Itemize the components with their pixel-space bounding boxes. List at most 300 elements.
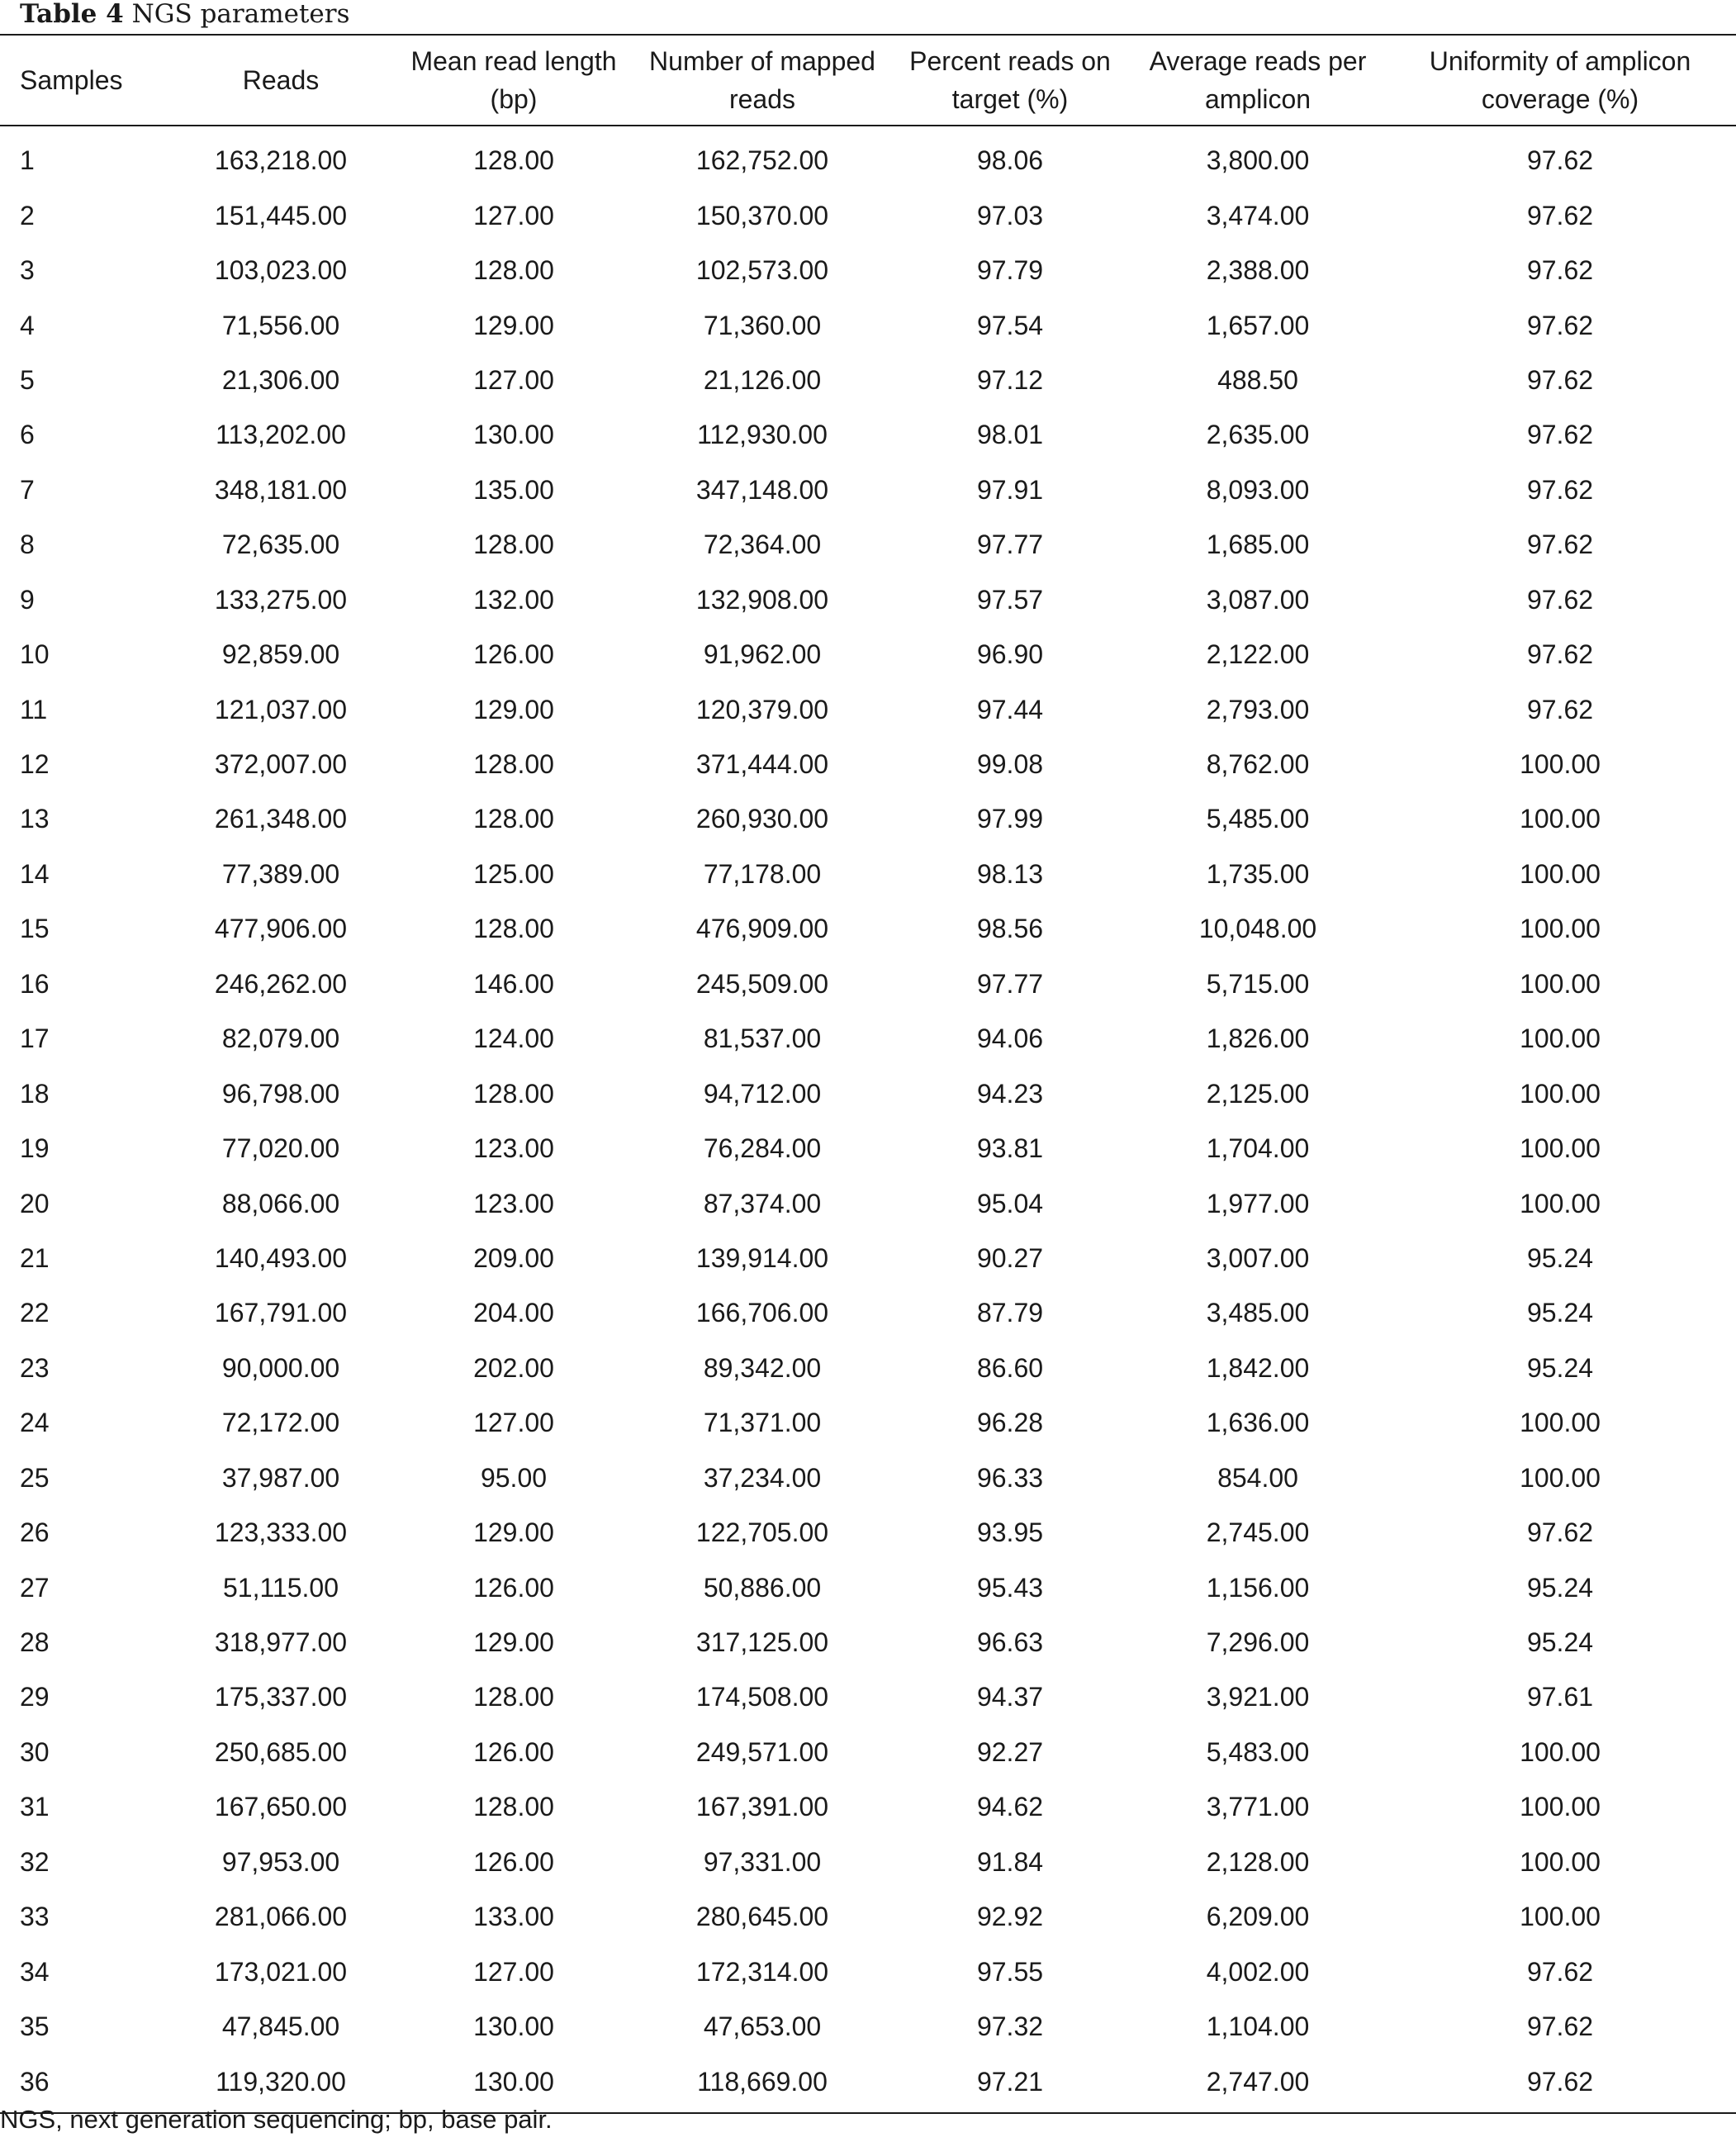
- mean-read-length-cell: 127.00: [473, 200, 554, 230]
- column-header-mapped-reads: Number of mapped reads: [649, 46, 875, 114]
- average-reads-cell: 5,483.00: [1206, 1736, 1310, 1767]
- table-label: Table 4: [20, 0, 124, 29]
- table-row: [0, 901, 1736, 956]
- mean-read-length-cell: 128.00: [473, 804, 554, 834]
- percent-on-target-cell: 86.60: [976, 1352, 1044, 1383]
- sample-cell: 7: [20, 474, 35, 505]
- table-body: [0, 126, 1736, 2113]
- reads-cell: 281,066.00: [214, 1902, 348, 1932]
- uniformity-cell: 97.62: [1526, 145, 1594, 176]
- table-row: [0, 1669, 1736, 1724]
- mean-read-length-cell: 135.00: [473, 474, 554, 505]
- reads-cell: 88,066.00: [221, 1188, 340, 1218]
- reads-cell: 477,906.00: [214, 914, 348, 944]
- table-row: [0, 1011, 1736, 1066]
- mapped-reads-cell: 97,331.00: [703, 1846, 822, 1877]
- percent-on-target-cell: 97.77: [976, 530, 1044, 560]
- reads-cell: 123,333.00: [214, 1517, 348, 1548]
- average-reads-cell: 5,485.00: [1206, 804, 1310, 834]
- mapped-reads-cell: 71,360.00: [703, 310, 822, 340]
- mean-read-length-cell: 204.00: [473, 1298, 554, 1328]
- mean-read-length-cell: 126.00: [473, 1572, 554, 1603]
- mean-read-length-cell: 128.00: [473, 1078, 554, 1109]
- mapped-reads-cell: 21,126.00: [703, 364, 822, 395]
- sample-cell: 33: [20, 1902, 50, 1932]
- reads-cell: 121,037.00: [214, 694, 348, 724]
- column-header-percent-on-target: Percent reads on target (%): [909, 46, 1111, 114]
- sample-cell: 3: [20, 255, 35, 286]
- table-title: NGS parameters: [131, 0, 350, 29]
- uniformity-cell: 97.62: [1526, 1956, 1594, 1987]
- uniformity-cell: 97.62: [1526, 420, 1594, 450]
- percent-on-target-cell: 99.08: [976, 749, 1044, 780]
- percent-on-target-cell: 93.95: [976, 1517, 1044, 1548]
- column-header-reads: Reads: [242, 65, 320, 95]
- average-reads-cell: 2,635.00: [1206, 420, 1310, 450]
- reads-cell: 47,845.00: [221, 2011, 340, 2042]
- reads-cell: 167,791.00: [214, 1298, 348, 1328]
- sample-cell: 4: [20, 310, 35, 340]
- mean-read-length-cell: 128.00: [473, 1682, 554, 1712]
- mapped-reads-cell: 87,374.00: [703, 1188, 822, 1218]
- sample-cell: 25: [20, 1462, 50, 1493]
- percent-on-target-cell: 97.44: [976, 694, 1044, 724]
- uniformity-cell: 100.00: [1520, 1188, 1601, 1218]
- percent-on-target-cell: 94.37: [976, 1682, 1044, 1712]
- mean-read-length-cell: 125.00: [473, 858, 554, 889]
- table-row: [0, 1395, 1736, 1450]
- average-reads-cell: 854.00: [1217, 1462, 1298, 1493]
- mean-read-length-cell: 129.00: [473, 1627, 554, 1658]
- reads-cell: 151,445.00: [214, 200, 348, 230]
- average-reads-cell: 1,685.00: [1206, 530, 1310, 560]
- percent-on-target-cell: 97.77: [976, 968, 1044, 999]
- mapped-reads-cell: 249,571.00: [695, 1736, 829, 1767]
- reads-cell: 261,348.00: [214, 804, 348, 834]
- percent-on-target-cell: 93.81: [976, 1133, 1044, 1164]
- sample-cell: 32: [20, 1846, 50, 1877]
- table-header-row: [0, 35, 1736, 126]
- average-reads-cell: 4,002.00: [1206, 1956, 1310, 1987]
- reads-cell: 348,181.00: [214, 474, 348, 505]
- mean-read-length-cell: 130.00: [473, 2011, 554, 2042]
- uniformity-cell: 95.24: [1526, 1627, 1594, 1658]
- column-header-average-reads: Average reads per amplicon: [1149, 46, 1367, 114]
- uniformity-cell: 100.00: [1520, 804, 1601, 834]
- average-reads-cell: 2,388.00: [1206, 255, 1310, 286]
- percent-on-target-cell: 95.43: [976, 1572, 1044, 1603]
- mapped-reads-cell: 102,573.00: [695, 255, 829, 286]
- sample-cell: 31: [20, 1792, 50, 1822]
- table-row: [0, 1231, 1736, 1285]
- uniformity-cell: 100.00: [1520, 1792, 1601, 1822]
- sample-cell: 20: [20, 1188, 50, 1218]
- reads-cell: 72,172.00: [221, 1408, 340, 1438]
- average-reads-cell: 3,007.00: [1206, 1242, 1310, 1273]
- average-reads-cell: 3,474.00: [1206, 200, 1310, 230]
- reads-cell: 37,987.00: [221, 1462, 340, 1493]
- table-row: [0, 1285, 1736, 1340]
- sample-cell: 19: [20, 1133, 50, 1164]
- sample-cell: 12: [20, 749, 50, 780]
- sample-cell: 5: [20, 364, 35, 395]
- mean-read-length-cell: 128.00: [473, 145, 554, 176]
- percent-on-target-cell: 92.27: [976, 1736, 1044, 1767]
- percent-on-target-cell: 95.04: [976, 1188, 1044, 1218]
- reads-cell: 77,389.00: [221, 858, 340, 889]
- mean-read-length-cell: 128.00: [473, 1792, 554, 1822]
- table-row: [0, 1066, 1736, 1120]
- sample-cell: 2: [20, 200, 35, 230]
- mapped-reads-cell: 245,509.00: [695, 968, 829, 999]
- table-row: [0, 243, 1736, 297]
- reads-cell: 90,000.00: [221, 1352, 340, 1383]
- mapped-reads-cell: 50,886.00: [703, 1572, 822, 1603]
- table-row: [0, 682, 1736, 736]
- reads-cell: 318,977.00: [214, 1627, 348, 1658]
- percent-on-target-cell: 98.01: [976, 420, 1044, 450]
- average-reads-cell: 3,921.00: [1206, 1682, 1310, 1712]
- reads-cell: 77,020.00: [221, 1133, 340, 1164]
- average-reads-cell: 3,800.00: [1206, 145, 1310, 176]
- sample-cell: 29: [20, 1682, 50, 1712]
- table-row: [0, 517, 1736, 572]
- table-row: [0, 737, 1736, 791]
- reads-cell: 82,079.00: [221, 1024, 340, 1054]
- table-row: [0, 572, 1736, 627]
- uniformity-cell: 100.00: [1520, 1408, 1601, 1438]
- mapped-reads-cell: 47,653.00: [703, 2011, 822, 2042]
- mean-read-length-cell: 127.00: [473, 364, 554, 395]
- average-reads-cell: 1,636.00: [1206, 1408, 1310, 1438]
- uniformity-cell: 97.62: [1526, 310, 1594, 340]
- table-row: [0, 1560, 1736, 1614]
- mapped-reads-cell: 132,908.00: [695, 584, 829, 615]
- reads-cell: 372,007.00: [214, 749, 348, 780]
- percent-on-target-cell: 94.23: [976, 1078, 1044, 1109]
- uniformity-cell: 95.24: [1526, 1572, 1594, 1603]
- uniformity-cell: 97.62: [1526, 694, 1594, 724]
- mapped-reads-cell: 174,508.00: [695, 1682, 829, 1712]
- mapped-reads-cell: 371,444.00: [695, 749, 829, 780]
- sample-cell: 13: [20, 804, 50, 834]
- mean-read-length-cell: 129.00: [473, 310, 554, 340]
- reads-cell: 92,859.00: [221, 639, 340, 670]
- uniformity-cell: 100.00: [1520, 1462, 1601, 1493]
- uniformity-cell: 100.00: [1520, 1024, 1601, 1054]
- average-reads-cell: 1,704.00: [1206, 1133, 1310, 1164]
- table-row: [0, 1615, 1736, 1669]
- sample-cell: 10: [20, 639, 50, 670]
- average-reads-cell: 2,128.00: [1206, 1846, 1310, 1877]
- average-reads-cell: 6,209.00: [1206, 1902, 1310, 1932]
- mapped-reads-cell: 122,705.00: [695, 1517, 829, 1548]
- percent-on-target-cell: 92.92: [976, 1902, 1044, 1932]
- table-row: [0, 126, 1736, 188]
- mapped-reads-cell: 166,706.00: [695, 1298, 829, 1328]
- table-row: [0, 1451, 1736, 1505]
- uniformity-cell: 97.62: [1526, 530, 1594, 560]
- average-reads-cell: 2,122.00: [1206, 639, 1310, 670]
- percent-on-target-cell: 94.62: [976, 1792, 1044, 1822]
- average-reads-cell: 3,485.00: [1206, 1298, 1310, 1328]
- table-row: [0, 1889, 1736, 1944]
- percent-on-target-cell: 97.55: [976, 1956, 1044, 1987]
- uniformity-cell: 97.62: [1526, 2011, 1594, 2042]
- average-reads-cell: 3,771.00: [1206, 1792, 1310, 1822]
- table-row: [0, 957, 1736, 1011]
- mean-read-length-cell: 130.00: [473, 420, 554, 450]
- percent-on-target-cell: 98.13: [976, 858, 1044, 889]
- mapped-reads-cell: 167,391.00: [695, 1792, 829, 1822]
- uniformity-cell: 95.24: [1526, 1352, 1594, 1383]
- uniformity-cell: 100.00: [1520, 914, 1601, 944]
- mean-read-length-cell: 128.00: [473, 255, 554, 286]
- percent-on-target-cell: 97.32: [976, 2011, 1044, 2042]
- sample-cell: 23: [20, 1352, 50, 1383]
- percent-on-target-cell: 97.99: [976, 804, 1044, 834]
- sample-cell: 17: [20, 1024, 50, 1054]
- average-reads-cell: 1,977.00: [1206, 1188, 1310, 1218]
- mean-read-length-cell: 128.00: [473, 914, 554, 944]
- mapped-reads-cell: 91,962.00: [703, 639, 822, 670]
- mapped-reads-cell: 150,370.00: [695, 200, 829, 230]
- uniformity-cell: 95.24: [1526, 1298, 1594, 1328]
- average-reads-cell: 8,093.00: [1206, 474, 1310, 505]
- uniformity-cell: 97.62: [1526, 255, 1594, 286]
- sample-cell: 27: [20, 1572, 50, 1603]
- uniformity-cell: 97.62: [1526, 474, 1594, 505]
- mean-read-length-cell: 127.00: [473, 1956, 554, 1987]
- reads-cell: 133,275.00: [214, 584, 348, 615]
- table-row: [0, 188, 1736, 242]
- average-reads-cell: 488.50: [1217, 364, 1298, 395]
- table-row: [0, 847, 1736, 901]
- mapped-reads-cell: 37,234.00: [703, 1462, 822, 1493]
- average-reads-cell: 2,793.00: [1206, 694, 1310, 724]
- sample-cell: 16: [20, 968, 50, 999]
- average-reads-cell: 2,747.00: [1206, 2066, 1310, 2097]
- mapped-reads-cell: 476,909.00: [695, 914, 829, 944]
- table-row: [0, 1835, 1736, 1889]
- percent-on-target-cell: 94.06: [976, 1024, 1044, 1054]
- uniformity-cell: 95.24: [1526, 1242, 1594, 1273]
- mean-read-length-cell: 128.00: [473, 749, 554, 780]
- mapped-reads-cell: 172,314.00: [695, 1956, 829, 1987]
- mean-read-length-cell: 128.00: [473, 530, 554, 560]
- sample-cell: 34: [20, 1956, 50, 1987]
- uniformity-cell: 100.00: [1520, 858, 1601, 889]
- mean-read-length-cell: 209.00: [473, 1242, 554, 1273]
- percent-on-target-cell: 97.54: [976, 310, 1044, 340]
- reads-cell: 163,218.00: [214, 145, 348, 176]
- table-row: [0, 463, 1736, 517]
- sample-cell: 18: [20, 1078, 50, 1109]
- percent-on-target-cell: 96.63: [976, 1627, 1044, 1658]
- average-reads-cell: 1,156.00: [1206, 1572, 1310, 1603]
- percent-on-target-cell: 91.84: [976, 1846, 1044, 1877]
- percent-on-target-cell: 96.33: [976, 1462, 1044, 1493]
- percent-on-target-cell: 97.91: [976, 474, 1044, 505]
- average-reads-cell: 1,842.00: [1206, 1352, 1310, 1383]
- mapped-reads-cell: 260,930.00: [695, 804, 829, 834]
- uniformity-cell: 97.62: [1526, 1517, 1594, 1548]
- mapped-reads-cell: 81,537.00: [703, 1024, 822, 1054]
- mean-read-length-cell: 123.00: [473, 1188, 554, 1218]
- reads-cell: 96,798.00: [221, 1078, 340, 1109]
- mapped-reads-cell: 347,148.00: [695, 474, 829, 505]
- sample-cell: 22: [20, 1298, 50, 1328]
- mean-read-length-cell: 202.00: [473, 1352, 554, 1383]
- percent-on-target-cell: 98.06: [976, 145, 1044, 176]
- reads-cell: 140,493.00: [214, 1242, 348, 1273]
- sample-cell: 11: [20, 694, 48, 724]
- mapped-reads-cell: 317,125.00: [695, 1627, 829, 1658]
- percent-on-target-cell: 97.57: [976, 584, 1044, 615]
- uniformity-cell: 97.62: [1526, 364, 1594, 395]
- mean-read-length-cell: 146.00: [473, 968, 554, 999]
- sample-cell: 35: [20, 2011, 50, 2042]
- mapped-reads-cell: 76,284.00: [703, 1133, 822, 1164]
- uniformity-cell: 100.00: [1520, 1078, 1601, 1109]
- reads-cell: 103,023.00: [214, 255, 348, 286]
- percent-on-target-cell: 96.28: [976, 1408, 1044, 1438]
- mean-read-length-cell: 132.00: [473, 584, 554, 615]
- percent-on-target-cell: 97.79: [976, 255, 1044, 286]
- average-reads-cell: 5,715.00: [1206, 968, 1310, 999]
- reads-cell: 72,635.00: [221, 530, 340, 560]
- sample-cell: 36: [20, 2066, 50, 2097]
- table-row: [0, 407, 1736, 462]
- sample-cell: 24: [20, 1408, 50, 1438]
- sample-cell: 30: [20, 1736, 50, 1767]
- table-row: [0, 353, 1736, 407]
- sample-cell: 21: [20, 1242, 50, 1273]
- percent-on-target-cell: 97.21: [976, 2066, 1044, 2097]
- ngs-parameters-table: [0, 34, 1736, 2114]
- table-row: [0, 1121, 1736, 1175]
- table-row: [0, 791, 1736, 846]
- mean-read-length-cell: 124.00: [473, 1024, 554, 1054]
- mean-read-length-cell: 126.00: [473, 1846, 554, 1877]
- uniformity-cell: 100.00: [1520, 1846, 1601, 1877]
- percent-on-target-cell: 90.27: [976, 1242, 1044, 1273]
- average-reads-cell: 1,657.00: [1206, 310, 1310, 340]
- average-reads-cell: 2,745.00: [1206, 1517, 1310, 1548]
- uniformity-cell: 97.62: [1526, 200, 1594, 230]
- table-row: [0, 627, 1736, 682]
- table-footnote: NGS, next generation sequencing; bp, base pair.: [0, 2105, 553, 2134]
- reads-cell: 113,202.00: [216, 420, 346, 450]
- sample-cell: 26: [20, 1517, 50, 1548]
- column-header-mean-read-length: Mean read length (bp): [410, 46, 617, 114]
- mean-read-length-cell: 126.00: [473, 639, 554, 670]
- mean-read-length-cell: 129.00: [473, 694, 554, 724]
- uniformity-cell: 97.62: [1526, 2066, 1594, 2097]
- table-row: [0, 1725, 1736, 1779]
- table-row: [0, 1175, 1736, 1230]
- uniformity-cell: 100.00: [1520, 1133, 1601, 1164]
- mean-read-length-cell: 127.00: [473, 1408, 554, 1438]
- uniformity-cell: 97.62: [1526, 584, 1594, 615]
- mapped-reads-cell: 139,914.00: [695, 1242, 829, 1273]
- average-reads-cell: 2,125.00: [1206, 1078, 1310, 1109]
- sample-cell: 8: [20, 530, 35, 560]
- mean-read-length-cell: 123.00: [473, 1133, 554, 1164]
- reads-cell: 119,320.00: [216, 2066, 346, 2097]
- average-reads-cell: 1,826.00: [1206, 1024, 1310, 1054]
- reads-cell: 173,021.00: [214, 1956, 348, 1987]
- mapped-reads-cell: 280,645.00: [695, 1902, 829, 1932]
- mapped-reads-cell: 118,669.00: [697, 2066, 828, 2097]
- uniformity-cell: 100.00: [1520, 1736, 1601, 1767]
- reads-cell: 175,337.00: [214, 1682, 348, 1712]
- uniformity-cell: 100.00: [1520, 1902, 1601, 1932]
- reads-cell: 21,306.00: [221, 364, 340, 395]
- table-row: [0, 1505, 1736, 1560]
- column-header-samples: Samples: [20, 65, 123, 95]
- mapped-reads-cell: 162,752.00: [695, 145, 829, 176]
- uniformity-cell: 100.00: [1520, 749, 1601, 780]
- reads-cell: 51,115.00: [223, 1572, 339, 1603]
- sample-cell: 6: [20, 420, 35, 450]
- reads-cell: 97,953.00: [221, 1846, 340, 1877]
- percent-on-target-cell: 97.12: [976, 364, 1044, 395]
- uniformity-cell: 100.00: [1520, 968, 1601, 999]
- mapped-reads-cell: 72,364.00: [703, 530, 822, 560]
- sample-cell: 1: [20, 145, 35, 176]
- uniformity-cell: 97.62: [1526, 639, 1594, 670]
- table-row: [0, 297, 1736, 352]
- percent-on-target-cell: 98.56: [976, 914, 1044, 944]
- mapped-reads-cell: 94,712.00: [703, 1078, 822, 1109]
- average-reads-cell: 7,296.00: [1206, 1627, 1310, 1658]
- average-reads-cell: 1,735.00: [1206, 858, 1310, 889]
- sample-cell: 28: [20, 1627, 50, 1658]
- percent-on-target-cell: 97.03: [976, 200, 1044, 230]
- table-caption: [20, 0, 349, 31]
- percent-on-target-cell: 96.90: [976, 639, 1044, 670]
- sample-cell: 14: [20, 858, 50, 889]
- sample-cell: 9: [20, 584, 35, 615]
- table-row: [0, 1944, 1736, 1998]
- reads-cell: 250,685.00: [214, 1736, 348, 1767]
- reads-cell: 167,650.00: [214, 1792, 348, 1822]
- uniformity-cell: 97.61: [1526, 1682, 1594, 1712]
- column-header-uniformity: Uniformity of amplicon coverage (%): [1429, 46, 1691, 114]
- mean-read-length-cell: 95.00: [480, 1462, 548, 1493]
- mapped-reads-cell: 71,371.00: [703, 1408, 822, 1438]
- average-reads-cell: 8,762.00: [1206, 749, 1310, 780]
- reads-cell: 71,556.00: [221, 310, 340, 340]
- table-row: [0, 1779, 1736, 1834]
- average-reads-cell: 1,104.00: [1206, 2011, 1310, 2042]
- reads-cell: 246,262.00: [214, 968, 348, 999]
- mean-read-length-cell: 133.00: [473, 1902, 554, 1932]
- table-row: [0, 1999, 1736, 2054]
- table-row: [0, 1341, 1736, 1395]
- mean-read-length-cell: 130.00: [473, 2066, 554, 2097]
- mean-read-length-cell: 129.00: [473, 1517, 554, 1548]
- percent-on-target-cell: 87.79: [976, 1298, 1044, 1328]
- mapped-reads-cell: 112,930.00: [697, 420, 828, 450]
- mean-read-length-cell: 126.00: [473, 1736, 554, 1767]
- average-reads-cell: 3,087.00: [1206, 584, 1310, 615]
- mapped-reads-cell: 77,178.00: [703, 858, 822, 889]
- mapped-reads-cell: 89,342.00: [703, 1352, 822, 1383]
- mapped-reads-cell: 120,379.00: [695, 694, 829, 724]
- sample-cell: 15: [20, 914, 50, 944]
